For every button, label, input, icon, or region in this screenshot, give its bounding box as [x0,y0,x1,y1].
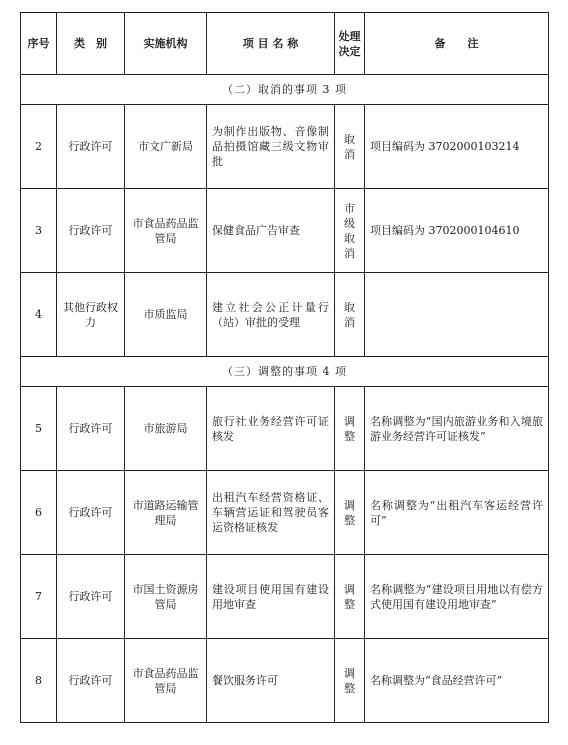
row-seq: 3 [21,189,57,273]
row-item-name: 建立社会公正计量行（站）审批的受理 [207,273,335,357]
header-remark: 备 注 [365,13,549,75]
row-remark: 名称调整为“食品经营许可” [365,639,549,723]
row-seq: 8 [21,639,57,723]
section-title: （三）调整的事项 4 项 [21,357,549,387]
row-agency: 市道路运输管理局 [125,471,207,555]
table-header-row [21,13,549,75]
row-item-name: 旅行社业务经营许可证核发 [207,387,335,471]
row-agency: 市食品药品监管局 [125,189,207,273]
row-agency: 市质监局 [125,273,207,357]
row-agency: 市食品药品监管局 [125,639,207,723]
row-seq: 5 [21,387,57,471]
table-row [21,639,549,723]
row-category: 行政许可 [57,555,125,639]
header-category: 类 别 [57,13,125,75]
section-title: （二）取消的事项 3 项 [21,75,549,105]
row-item-name: 餐饮服务许可 [207,639,335,723]
row-decision: 调整 [335,639,365,723]
row-item-name: 保健食品广告审查 [207,189,335,273]
row-decision: 市级取消 [335,189,365,273]
row-agency: 市文广新局 [125,105,207,189]
row-agency: 市旅游局 [125,387,207,471]
row-decision: 调整 [335,555,365,639]
row-item-name: 建设项目使用国有建设用地审查 [207,555,335,639]
row-seq: 7 [21,555,57,639]
row-decision: 取消 [335,105,365,189]
row-decision: 调整 [335,471,365,555]
table-row [21,471,549,555]
row-category: 行政许可 [57,105,125,189]
row-category: 行政许可 [57,639,125,723]
row-decision: 调整 [335,387,365,471]
row-remark: 名称调整为“国内旅游业务和入境旅游业务经营许可证核发” [365,387,549,471]
table-row [21,387,549,471]
table-row [21,555,549,639]
table-row [21,273,549,357]
table-body [21,75,549,723]
table-row [21,189,549,273]
row-item-name: 出租汽车经营资格证、车辆营运证和驾驶员客运资格证核发 [207,471,335,555]
row-seq: 4 [21,273,57,357]
row-remark [365,273,549,357]
row-item-name: 为制作出版物、音像制品拍摄馆藏三级文物审批 [207,105,335,189]
row-seq: 6 [21,471,57,555]
row-category: 行政许可 [57,471,125,555]
header-decision: 处理决定 [335,13,365,75]
header-seq: 序号 [21,13,57,75]
section-header-row [21,75,549,105]
row-agency: 市国土资源房管局 [125,555,207,639]
row-remark: 名称调整为“出租汽车客运经营许可” [365,471,549,555]
section-header-row [21,357,549,387]
row-remark: 名称调整为“建设项目用地以有偿方式使用国有建设用地审查” [365,555,549,639]
table-row [21,105,549,189]
header-agency: 实施机构 [125,13,207,75]
row-seq: 2 [21,105,57,189]
row-remark: 项目编码为 3702000103214 [365,105,549,189]
row-decision: 取消 [335,273,365,357]
row-category: 行政许可 [57,387,125,471]
row-category: 行政许可 [57,189,125,273]
row-remark: 项目编码为 3702000104610 [365,189,549,273]
header-name: 项 目 名 称 [207,13,335,75]
row-category: 其他行政权力 [57,273,125,357]
items-table [20,12,549,723]
